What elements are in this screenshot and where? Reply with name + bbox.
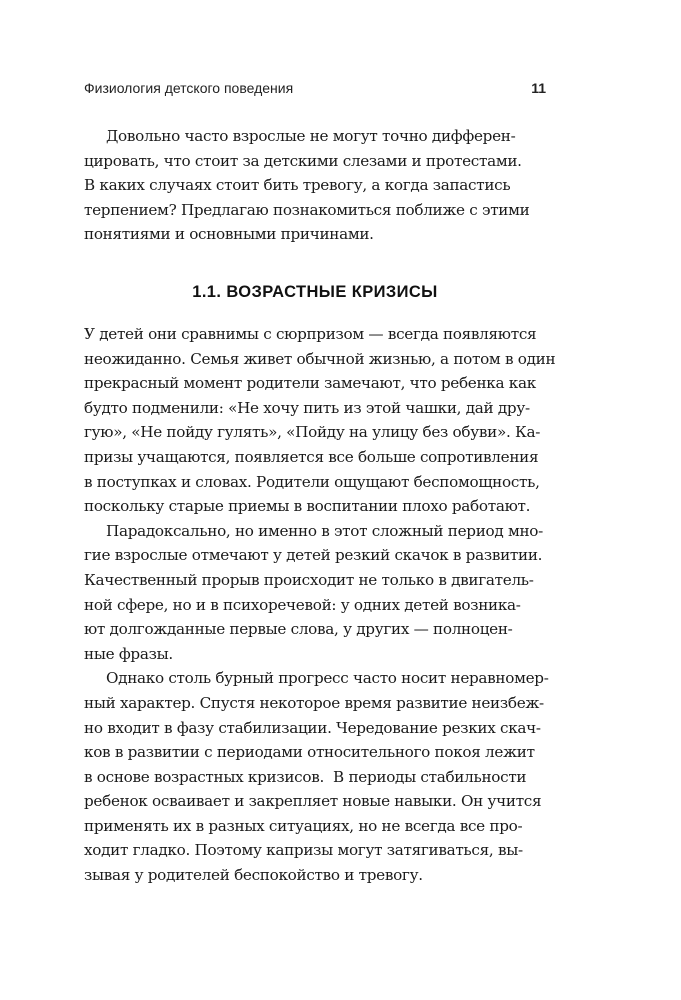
text-line: Качественный прорыв происходит не только в двигатель- [84,570,534,589]
page-number: 11 [531,80,546,96]
text-line: ходит гладко. Поэтому капризы могут затягиваться, вы- [84,841,523,860]
text-line: в основе возрастных кризисов. В периоды стабильности [84,767,527,786]
intro-paragraph [84,124,554,247]
text-line: но входит в фазу стабилизации. Чередование резких скач- [84,718,541,737]
text-line: неожиданно. Семья живет обычной жизнью, а потом в один [84,349,556,368]
section-heading: 1.1. ВОЗРАСТНЫЕ КРИЗИСЫ [192,283,438,301]
text-line: ребенок осваивает и закрепляет новые навыки. Он учится [84,792,542,811]
text-line: прекрасный момент родители замечают, что ребенка как [84,374,536,393]
text-line: ный характер. Спустя некоторое время развитие неизбеж- [84,693,544,712]
text-line: Однако столь бурный прогресс часто носит неравномер- [106,669,549,688]
text-line: Парадоксально, но именно в этот сложный период мно- [106,521,543,540]
text-line: гие взрослые отмечают у детей резкий скачок в развитии. [84,546,543,565]
text-line: ной сфере, но и в психоречевой: у одних детей возника- [84,595,521,614]
text-line: понятиями и основными причинами. [84,225,374,244]
section-body [84,322,554,888]
text-line: Довольно часто взрослые не могут точно дифферен- [106,127,516,145]
text-line: будто подменили: «Не хочу пить из этой чашки, дай дру- [84,398,530,417]
running-head [84,80,546,96]
text-line: В каких случаях стоит бить тревогу, а когда запастись [84,176,511,195]
text-line: терпением? Предлагаю познакомиться поближе с этими [84,200,530,219]
text-line: призы учащаются, появляется все больше сопротивления [84,447,539,466]
text-line: цировать, что стоит за детскими слезами и протестами. [84,151,522,170]
running-title: Физиология детского поведения [84,80,294,96]
text-line: зывая у родителей беспокойство и тревогу. [84,866,423,885]
text-line: в поступках и словах. Родители ощущают беспомощность, [84,472,540,491]
text-line: ков в развитии с периодами относительного покоя лежит [84,743,535,762]
text-line: применять их в разных ситуациях, но не всегда все про- [84,816,523,835]
text-line: ные фразы. [84,644,173,663]
text-line: гую», «Не пойду гулять», «Пойду на улицу без обуви». Ка- [84,423,541,442]
text-line: У детей они сравнимы с сюрпризом — всегда появляются [84,325,537,343]
text-line: ют долгожданные первые слова, у других — полноцен- [84,620,513,639]
text-line: поскольку старые приемы в воспитании плохо работают. [84,497,531,516]
